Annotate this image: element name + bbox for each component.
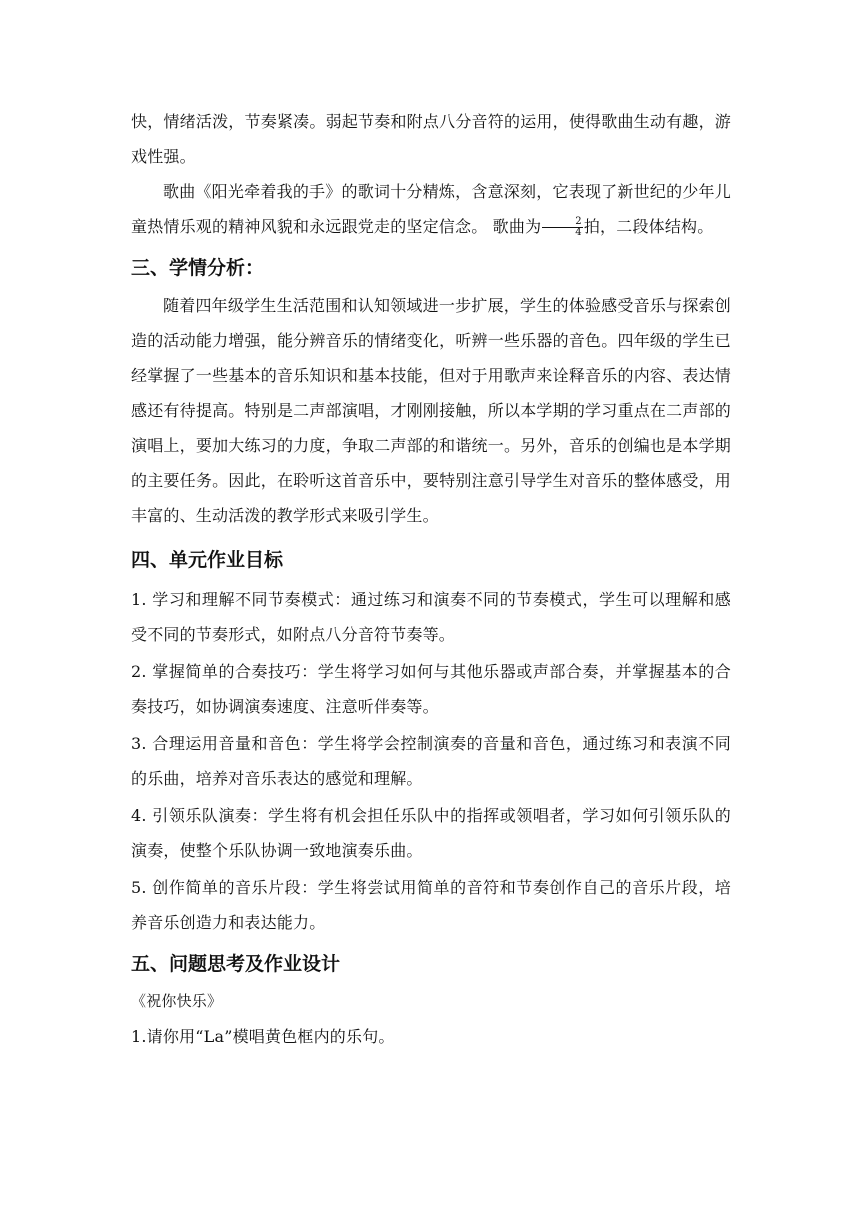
section-5-heading: 五、问题思考及作业设计 (131, 953, 341, 975)
question-1: 1.请你用“La”模唱黄色框内的乐句。 (131, 1027, 395, 1046)
goal-item-5: 5. 创作简单的音乐片段：学生将尝试用简单的音符和节奏创作自己的音乐片段，培养音乐创造力和表达能力。 (131, 878, 731, 932)
goal-item-4: 4. 引领乐队演奏：学生将有机会担任乐队中的指挥或领唱者，学习如何引领乐队的演奏，使整个乐队协调一致地演奏乐曲。 (131, 806, 731, 860)
section-4-heading: 四、单元作业目标 (131, 549, 284, 571)
document-page (131, 104, 731, 1054)
goal-item-2: 2. 掌握简单的合奏技巧：学生将学习如何与其他乐器或声部合奏，并掌握基本的合奏技巧，如协调演奏速度、注意听伴奏等。 (131, 662, 731, 716)
section-3-body: 随着四年级学生生活范围和认知领域进一步扩展，学生的体验感受音乐与探索创造的活动能力增强，能分辨音乐的情绪变化，听辨一些乐器的音色。四年级的学生已经掌握了一些基本的音乐知识和基本技能，但对于用歌声来诠释音乐的内容、表达情感还有待提高。特别是二声部演唱，才刚刚接触，所以本学期的学习重点在二声部的演唱上，要加大练习的力度，争取二声部的和谐统一。另外，音乐的创编也是本学期的主要任务。因此，在聆听这首音乐中，要特别注意引导学生对音乐的整体感受，用丰富的、生动活泼的教学形式来吸引学生。 (131, 296, 731, 525)
intro-paragraph-2 (131, 174, 731, 244)
intro-paragraph-2-tail: 拍，二段体结构。 (583, 217, 714, 236)
fraction-denominator: 4 (575, 227, 582, 238)
song-title: 《祝你快乐》 (131, 992, 223, 1010)
section-3-heading: 三、学情分析： (131, 257, 265, 279)
goal-item-3: 3. 合理运用音量和音色：学生将学会控制演奏的音量和音色，通过练习和表演不同的乐曲，培养对音乐表达的感觉和理解。 (131, 734, 731, 788)
intro-paragraph-1: 快，情绪活泼，节奏紧凑。弱起节奏和附点八分音符的运用，使得歌曲生动有趣，游戏性强。 (131, 112, 731, 166)
time-signature-fraction (542, 217, 583, 238)
fraction-numerator: 2 (542, 217, 583, 228)
goal-item-1: 1. 学习和理解不同节奏模式：通过练习和演奏不同的节奏模式，学生可以理解和感受不同的节奏形式，如附点八分音符节奏等。 (131, 590, 731, 644)
intro-paragraph-2-text: 歌曲《阳光牵着我的手》的歌词十分精炼，含意深刻，它表现了新世纪的少年儿童热情乐观的精神风貌和永远跟党走的坚定信念。 歌曲为 (131, 182, 731, 236)
